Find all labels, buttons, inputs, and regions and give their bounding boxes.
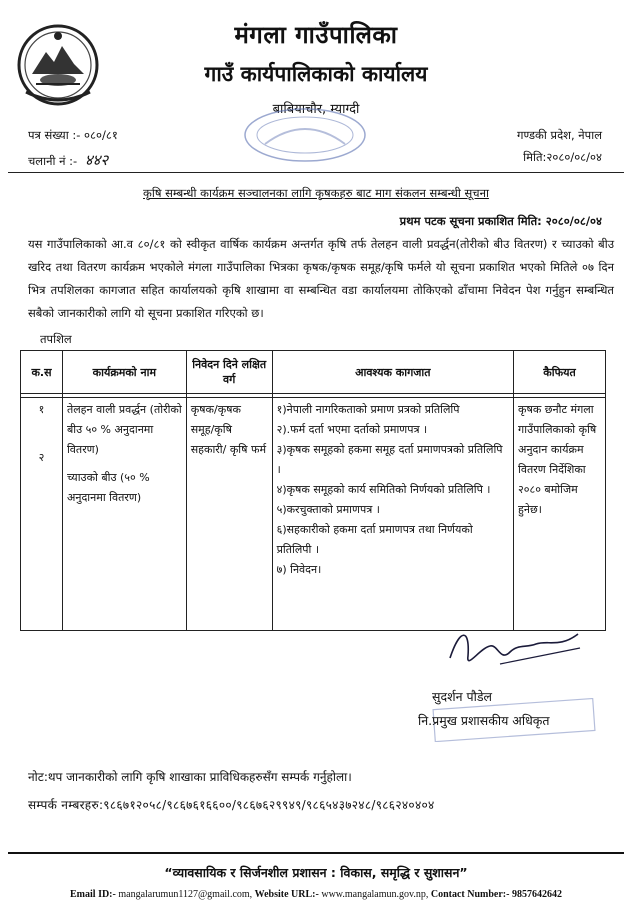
row-program-1: तेलहन वाली प्रवर्द्धन (तोरीको बीउ ५० % अनुदानमा वितरण)	[66, 403, 182, 456]
footer-note: नोट:थप जानकारीको लागि कृषि शाखाका प्राविधिकहरुसँग सम्पर्क गर्नुहोला।	[28, 770, 352, 784]
document-item: २).फर्म दर्ता भएमा दर्ताको प्रमाणपत्र ।	[276, 423, 428, 436]
province-text: गण्डकी प्रदेश, नेपाल	[516, 128, 602, 142]
contact-number-label: Contact Number:-	[430, 889, 510, 900]
program-cell	[62, 398, 186, 631]
email-link[interactable]: mangalarumun1127@gmail.com	[118, 889, 250, 900]
document-item: ५)करचुक्ताको प्रमाणपत्र ।	[276, 503, 380, 516]
slogan: “व्यावसायिक र सिर्जनशील प्रशासन : विकास, समृद्धि र सुशासन”	[164, 865, 468, 880]
signature-mark	[440, 618, 590, 678]
office-title: गाउँ कार्यपालिकाको कार्यालय	[204, 62, 428, 86]
website-label: Website URL:-	[254, 889, 319, 900]
published-date: प्रथम पटक सूचना प्रकाशित मिति: २०८०/०८/०४	[399, 214, 602, 228]
notice-subject: कृषि सम्बन्धी कार्यक्रम सञ्चालनका लागि कृषकहरु बाट माग संकलन सम्बन्धी सूचना	[143, 186, 489, 200]
dispatch-label: चलानी नं :-	[28, 154, 78, 168]
office-location: बाबियाचौर, म्याग्दी	[272, 102, 360, 117]
header-divider	[8, 172, 624, 173]
requirements-table	[20, 350, 606, 631]
office-stamp	[235, 104, 375, 166]
letter-date: मिति:२०८०/०८/०४	[523, 150, 602, 164]
header-program: कार्यक्रमको नाम	[62, 351, 186, 394]
signatory-designation: नि.प्रमुख प्रशासकीय अधिकृत	[418, 713, 550, 728]
documents-cell	[272, 398, 513, 631]
dispatch-number-label	[28, 150, 108, 170]
header-target: निवेदन दिने लक्षित वर्ग	[186, 351, 272, 394]
letter-number: पत्र संख्या :- ०८०/८१	[28, 128, 118, 142]
notice-body: यस गाउँपालिकाको आ.व ८०/८१ को स्वीकृत वार्षिक कार्यक्रम अन्तर्गत कृषि तर्फ तेलहन वाली प्रवर्द्धन(तोरीको बीउ वितरण) र च्याउको बीउ खरिद तथा वितरण कार्यक्रम भएकोले मंगला गाउँपालिका भित्रका कृषक/कृषक समूह/कृषि फर्मले यो सूचना प्रकाशित भएको मितिले ०७ दिन भित्र तपशिलका कागजात सहित कार्यालयको कृषि शाखामा वा सम्बन्धित वडा कार्यालयमा तोकिएको ढाँचामा निवेदन पेश गर्नुहुन सम्बन्धित सबैको जानकारीको लागि यो सूचना प्रकाशित गरिएको छ।	[28, 237, 614, 320]
document-item: ४)कृषक समूहको कार्य समितिको निर्णयको प्रतिलिपि ।	[276, 483, 491, 496]
row-sn-2: २	[38, 451, 45, 464]
signatory-name: सुदर्शन पौडेल	[432, 689, 492, 704]
contact-numbers: सम्पर्क नम्बरहरु:९८६७१२०५८/९८६७६१६६००/९८६७६२९९४९/९८६५४३७२४८/९८६२४०४०४	[28, 798, 435, 812]
document-item: १)नेपाली नागरिकताको प्रमाण प्रत्रको प्रतिलिपि	[276, 403, 460, 416]
contact-number: 9857642642	[511, 889, 562, 900]
header-sn: क.स	[21, 351, 63, 394]
website-link[interactable]: www.mangalamun.gov.np	[321, 889, 426, 900]
municipality-title: मंगला गाउँपालिका	[234, 21, 398, 49]
footer-divider	[8, 852, 624, 854]
row-program-2: च्याउको बीउ (५० % अनुदानमा वितरण)	[66, 471, 150, 504]
remarks-cell: कृषक छनौट मंगला गाउँपालिकाको कृषि अनुदान कार्यक्रम वितरण निर्देशिका २०८० बमोजिम हुनेछ।	[514, 398, 606, 631]
footer-contact-line: Email ID:- mangalarumun1127@gmail.com, Website URL:- www.mangalamun.gov.np, Contact Number:- 9857642642	[70, 889, 562, 900]
target-group-cell: कृषक/कृषक समूह/कृषि सहकारी/ कृषि फर्म	[186, 398, 272, 631]
document-item: ६)सहकारीको हकमा दर्ता प्रमाणपत्र तथा निर्णयको प्रतिलिपी ।	[276, 523, 473, 556]
row-sn-1: १	[38, 403, 45, 416]
email-label: Email ID:-	[70, 889, 116, 900]
header-documents: आवश्यक कागजात	[272, 351, 513, 394]
header-remarks: कैफियत	[514, 351, 606, 394]
document-item: ७) निवेदन।	[276, 563, 322, 576]
details-label: तपशिल	[40, 332, 72, 346]
sn-cell	[21, 398, 63, 631]
document-item: ३)कृषक समूहको हकमा समूह दर्ता प्रमाणपत्रको प्रतिलिपि ।	[276, 443, 503, 476]
dispatch-number: ४४२	[84, 151, 109, 169]
